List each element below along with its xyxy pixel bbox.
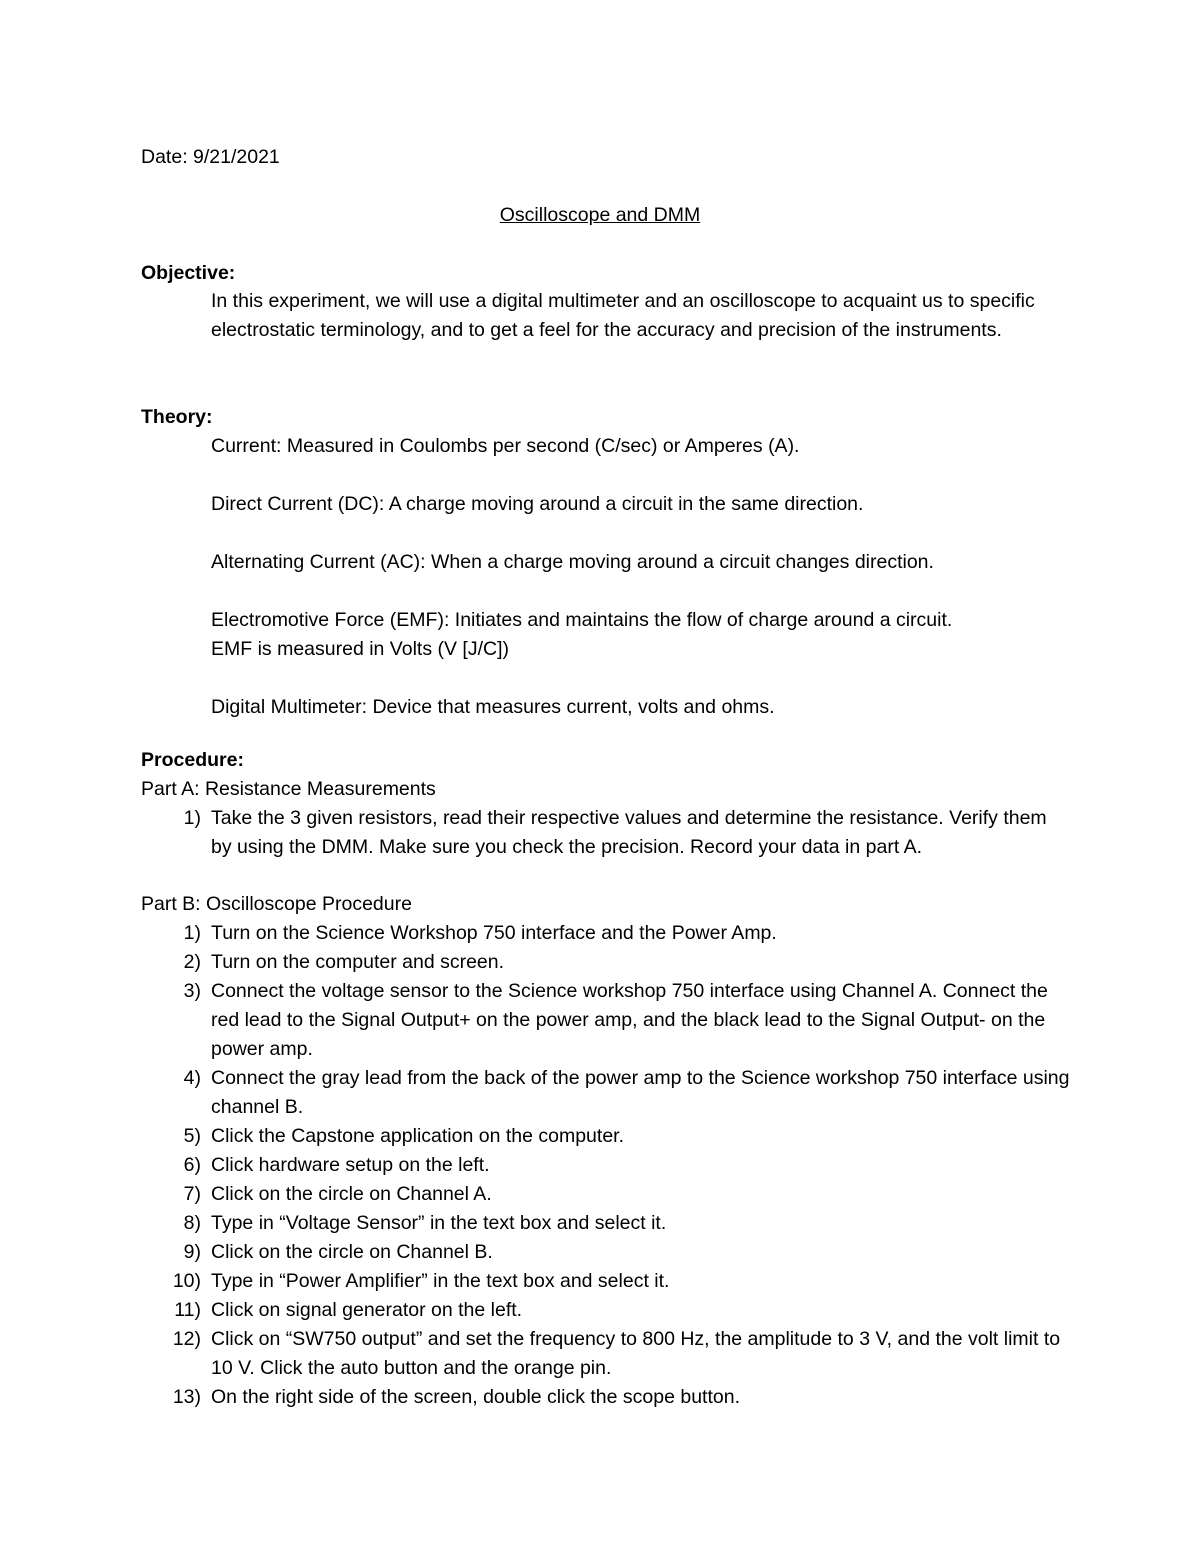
procedure-step: [141, 948, 1071, 977]
step-number: 1): [183, 807, 201, 829]
step-number: 11): [174, 1299, 201, 1321]
theory-emf-line1: Electromotive Force (EMF): Initiates and maintains the flow of charge around a circuit.: [211, 609, 953, 631]
step-text: Click on signal generator on the left.: [211, 1299, 523, 1321]
part-a-steps: [141, 804, 1071, 862]
page-title: Oscilloscope and DMM: [499, 204, 701, 226]
step-number: 3): [183, 980, 201, 1002]
theory-dmm: Digital Multimeter: Device that measures current, volts and ohms.: [211, 696, 775, 718]
step-text: Connect the voltage sensor to the Science workshop 750 interface using Channel A. Connect the red lead to the Signal Output+ on the power amp, and the black lead to the Signal Output- on the power amp.: [211, 980, 1048, 1060]
step-number: 13): [172, 1386, 201, 1408]
step-number: 7): [183, 1183, 201, 1205]
step-text: Click on the circle on Channel A.: [211, 1183, 492, 1205]
theory-dc: Direct Current (DC): A charge moving around a circuit in the same direction.: [211, 493, 864, 515]
procedure-step: [141, 1122, 1071, 1151]
step-number: 9): [183, 1241, 201, 1263]
theory-emf-line2: EMF is measured in Volts (V [J/C]): [211, 638, 509, 660]
procedure-heading: Procedure:: [141, 749, 244, 771]
step-number: 6): [183, 1154, 201, 1176]
procedure-step: [141, 1209, 1071, 1238]
objective-heading: Objective:: [141, 262, 236, 284]
step-number: 12): [172, 1328, 201, 1350]
procedure-step: [141, 1151, 1071, 1180]
step-text: Click on the circle on Channel B.: [211, 1241, 493, 1263]
step-text: Take the 3 given resistors, read their respective values and determine the resistance. Verify them by using the DMM. Make sure you check the precision. Record your data in part A.: [211, 807, 1047, 858]
step-number: 8): [183, 1212, 201, 1234]
step-text: On the right side of the screen, double click the scope button.: [211, 1386, 740, 1408]
part-b-steps: [141, 919, 1071, 1412]
step-text: Type in “Voltage Sensor” in the text box and select it.: [211, 1212, 667, 1234]
procedure-step: [141, 1180, 1071, 1209]
step-number: 2): [183, 951, 201, 973]
step-number: 5): [183, 1125, 201, 1147]
part-a-label: Part A: Resistance Measurements: [141, 778, 436, 800]
step-text: Turn on the computer and screen.: [211, 951, 505, 973]
step-text: Connect the gray lead from the back of the power amp to the Science workshop 750 interface using channel B.: [211, 1067, 1070, 1118]
theory-ac: Alternating Current (AC): When a charge moving around a circuit changes direction.: [211, 551, 934, 573]
procedure-step: [141, 1296, 1071, 1325]
part-b-label: Part B: Oscilloscope Procedure: [141, 893, 412, 915]
objective-text: In this experiment, we will use a digital multimeter and an oscilloscope to acquaint us to specific electrostatic terminology, and to get a feel for the accuracy and precision of the instruments.: [211, 290, 1035, 341]
step-number: 1): [183, 922, 201, 944]
step-text: Click hardware setup on the left.: [211, 1154, 490, 1176]
step-number: 10): [172, 1270, 201, 1292]
procedure-step: [141, 919, 1071, 948]
procedure-step: [141, 804, 1071, 862]
date-line: Date: 9/21/2021: [141, 146, 280, 168]
step-text: Click on “SW750 output” and set the frequency to 800 Hz, the amplitude to 3 V, and the volt limit to 10 V. Click the auto button and the orange pin.: [211, 1328, 1061, 1379]
step-text: Turn on the Science Workshop 750 interface and the Power Amp.: [211, 922, 777, 944]
procedure-step: [141, 1325, 1071, 1383]
procedure-step: [141, 1238, 1071, 1267]
theory-body: [211, 432, 1071, 722]
step-text: Click the Capstone application on the computer.: [211, 1125, 624, 1147]
step-text: Type in “Power Amplifier” in the text box and select it.: [211, 1270, 670, 1292]
procedure-step: [141, 1064, 1071, 1122]
procedure-step: [141, 1383, 1071, 1412]
procedure-step: [141, 1267, 1071, 1296]
theory-current: Current: Measured in Coulombs per second (C/sec) or Amperes (A).: [211, 435, 800, 457]
step-number: 4): [183, 1067, 201, 1089]
procedure-step: [141, 977, 1071, 1064]
theory-heading: Theory:: [141, 406, 213, 428]
